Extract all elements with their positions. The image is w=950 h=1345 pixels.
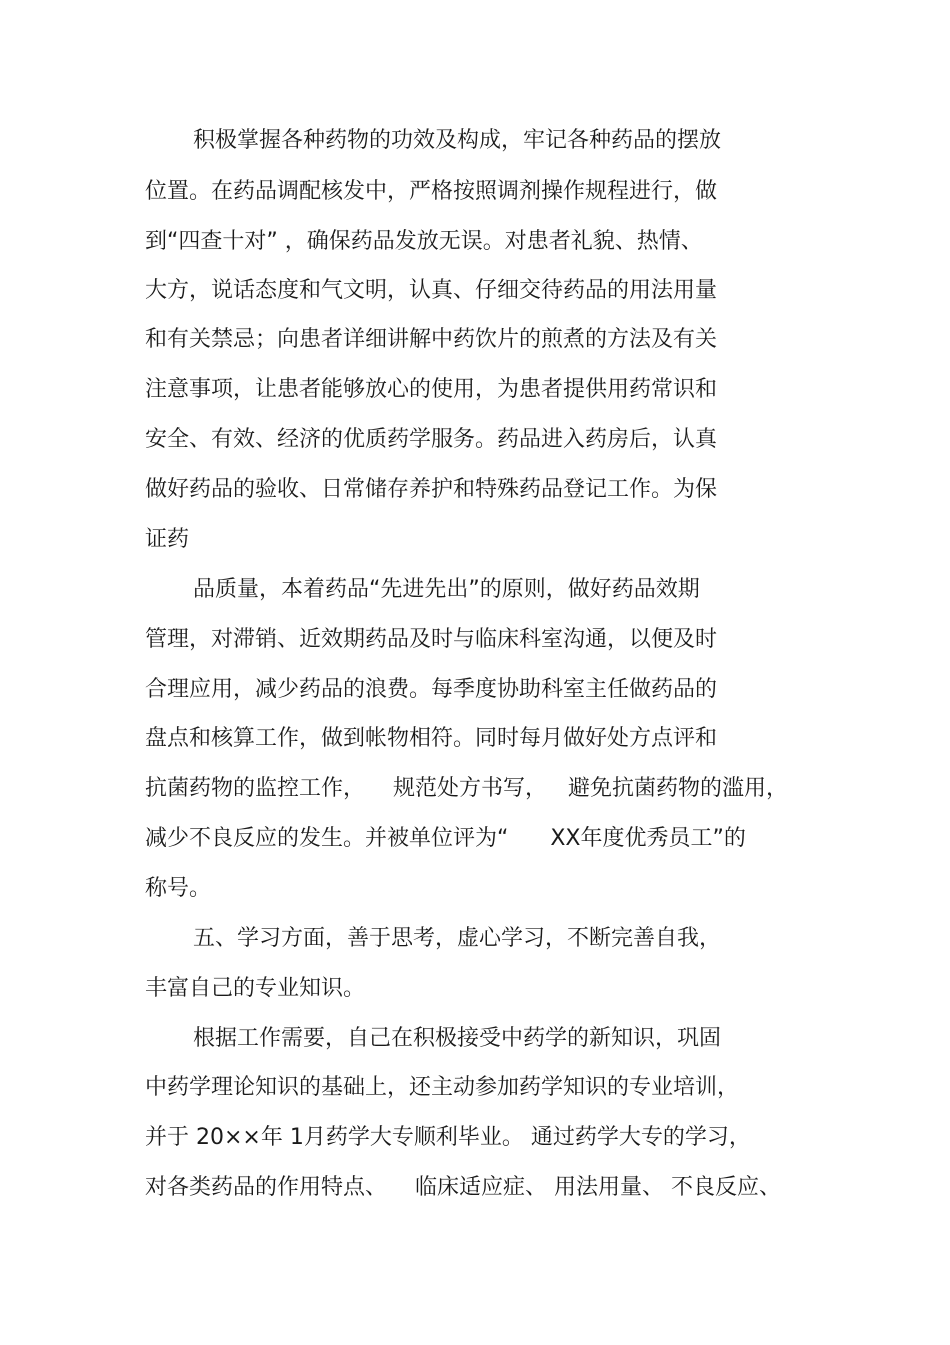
section-heading-line: 五、学习方面，善于思考，虚心学习，不断完善自我， bbox=[193, 926, 722, 951]
paragraph-line: 减少不良反应的发生。并被单位评为“ XX年度优秀员工”的 bbox=[145, 826, 746, 851]
paragraph-line: 对各类药品的作用特点、 临床适应症、 用法用量、 不良反应、 bbox=[145, 1175, 781, 1200]
paragraph-line: 和有关禁忌；向患者详细讲解中药饮片的煎煮的方法及有关 bbox=[145, 327, 718, 352]
paragraph-line: 证药 bbox=[145, 527, 190, 552]
paragraph-line: 称号。 bbox=[145, 876, 212, 901]
paragraph-line: 大方，说话态度和气文明，认真、仔细交待药品的用法用量 bbox=[145, 278, 718, 303]
paragraph-line: 并于 20××年 1月药学大专顺利毕业。 通过药学大专的学习， bbox=[145, 1125, 751, 1150]
paragraph-line: 到“四查十对” ，确保药品发放无误。对患者礼貌、热情、 bbox=[145, 229, 703, 254]
paragraph-line: 品质量，本着药品“先进先出”的原则，做好药品效期 bbox=[193, 577, 700, 602]
paragraph-line: 丰富自己的专业知识。 bbox=[145, 976, 366, 1001]
paragraph-line: 做好药品的验收、日常储存养护和特殊药品登记工作。为保 bbox=[145, 477, 718, 502]
paragraph-line: 中药学理论知识的基础上，还主动参加药学知识的专业培训， bbox=[145, 1075, 740, 1100]
paragraph-line: 积极掌握各种药物的功效及构成，牢记各种药品的摆放 bbox=[193, 128, 722, 153]
paragraph-line: 根据工作需要，自己在积极接受中药学的新知识，巩固 bbox=[193, 1026, 722, 1051]
paragraph-line: 抗菌药物的监控工作， 规范处方书写， 避免抗菌药物的滥用， bbox=[145, 776, 788, 801]
paragraph-line: 安全、有效、经济的优质药学服务。药品进入药房后，认真 bbox=[145, 427, 718, 452]
paragraph-line: 合理应用，减少药品的浪费。每季度协助科室主任做药品的 bbox=[145, 677, 718, 702]
paragraph-line: 管理，对滞销、近效期药品及时与临床科室沟通，以便及时 bbox=[145, 627, 718, 652]
paragraph-line: 盘点和核算工作，做到帐物相符。同时每月做好处方点评和 bbox=[145, 726, 718, 751]
paragraph-line: 注意事项，让患者能够放心的使用，为患者提供用药常识和 bbox=[145, 377, 718, 402]
paragraph-line: 位置。在药品调配核发中，严格按照调剂操作规程进行，做 bbox=[145, 179, 718, 204]
